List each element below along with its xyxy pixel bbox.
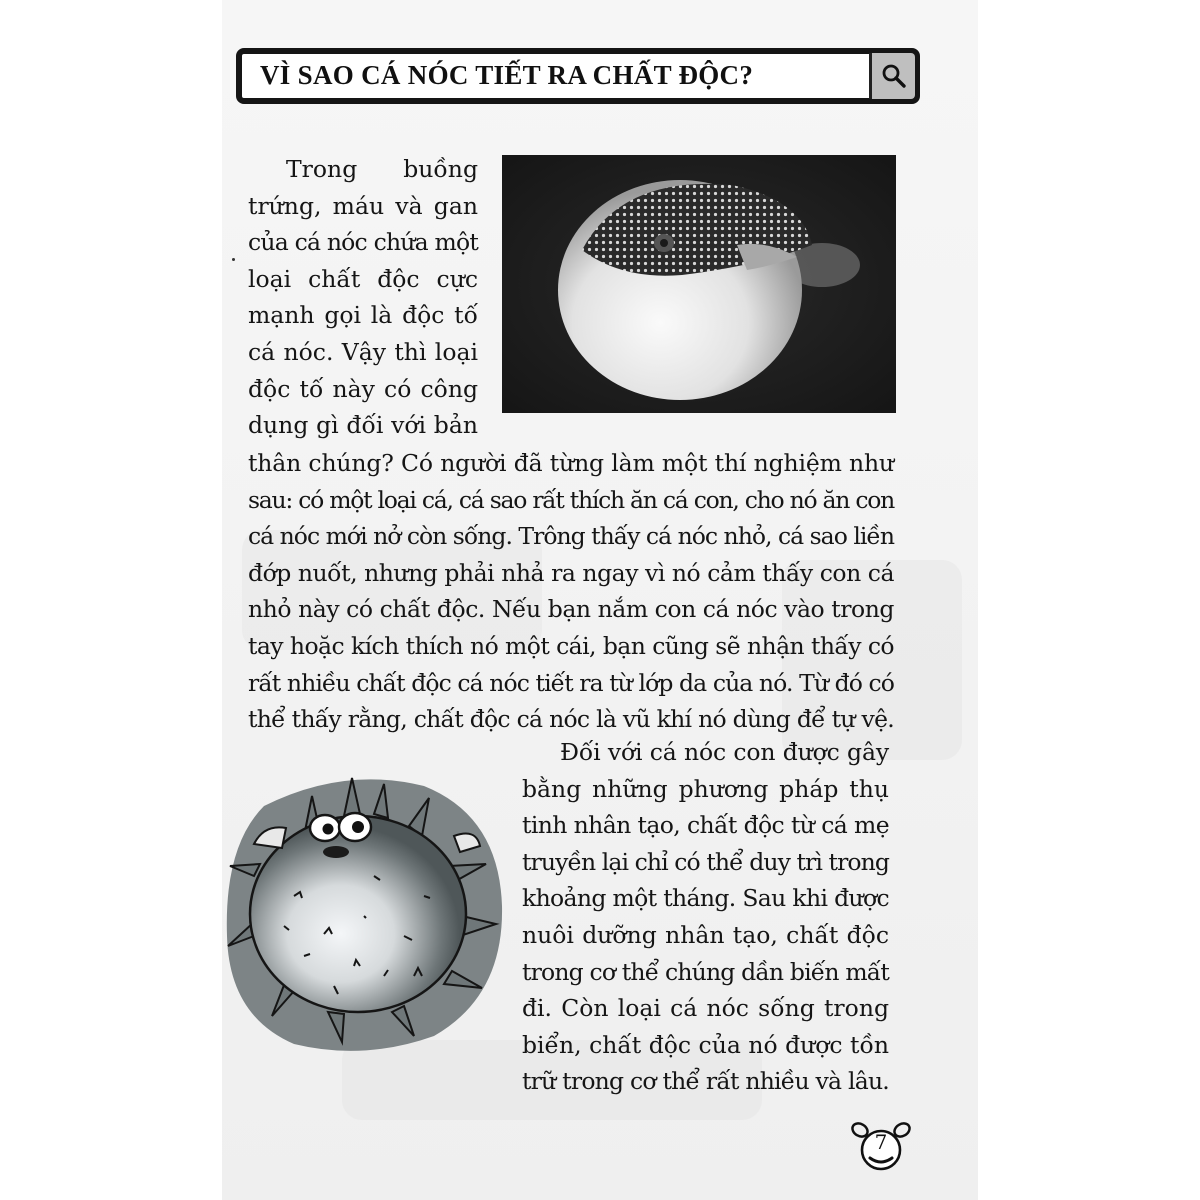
paragraph-2: [522, 734, 889, 1100]
text-line: độc tố này có công: [248, 374, 478, 403]
text-line: đớp nuốt, nhưng phải nhả ra ngay vì nó cảm thấy con cá: [248, 558, 894, 587]
text-line: biển, chất độc của nó được tồn: [522, 1030, 889, 1059]
text-line: thể thấy rằng, chất độc cá nóc là vũ khí nó dùng để tự vệ.: [248, 705, 894, 734]
text-line: sau: có một loại cá, cá sao rất thích ăn cá con, cho nó ăn con: [248, 485, 894, 514]
paragraph-1-full: [248, 445, 894, 738]
text-line: tinh nhân tạo, chất độc từ cá mẹ: [522, 811, 889, 840]
pufferfish-photo-art: [502, 155, 896, 413]
page-title: VÌ SAO CÁ NÓC TIẾT RA CHẤT ĐỘC?: [260, 60, 754, 90]
text-line: Đối với cá nóc con được gây: [560, 738, 889, 766]
page-number: 7: [874, 1130, 888, 1154]
text-line: nuôi dưỡng nhân tạo, chất độc: [522, 920, 889, 949]
text-line: mạnh gọi là độc tố: [248, 301, 478, 330]
title-bar: [236, 48, 920, 104]
text-line: đi. Còn loại cá nóc sống trong: [522, 994, 889, 1023]
text-line: cá nóc mới nở còn sống. Trông thấy cá nóc nhỏ, cá sao liền: [248, 522, 894, 551]
text-line: trữ trong cơ thể rất nhiều và lâu.: [522, 1067, 889, 1096]
text-line: cá nóc. Vậy thì loại: [248, 337, 478, 366]
text-line: bằng những phương pháp thụ: [522, 774, 889, 803]
text-line: thân chúng? Có người đã từng làm một thí nghiệm như: [248, 449, 894, 477]
search-button[interactable]: [869, 53, 915, 99]
page-number-badge: [848, 1118, 914, 1178]
text-line: dụng gì đối với bản: [248, 411, 478, 440]
text-line: truyền lại chỉ có thể duy trì trong: [522, 847, 889, 876]
text-line: nhỏ này có chất độc. Nếu bạn nắm con cá nóc vào trong: [248, 595, 894, 624]
text-line: tay hoặc kích thích nó một cái, bạn cũng sẽ nhận thấy có: [248, 631, 894, 660]
text-line: trứng, máu và gan: [248, 191, 478, 220]
text-line: rất nhiều chất độc cá nóc tiết ra từ lớp da của nó. Từ đó có: [248, 668, 894, 697]
print-speck: [232, 258, 235, 261]
text-line: khoảng một tháng. Sau khi được: [522, 884, 889, 913]
pufferfish-cartoon-art: [224, 766, 504, 1056]
pufferfish-photo: [502, 155, 896, 413]
text-line: trong cơ thể chúng dần biến mất: [522, 957, 889, 986]
pufferfish-cartoon: [224, 766, 504, 1056]
text-line: Trong buồng: [286, 155, 478, 183]
text-line: loại chất độc cực: [248, 264, 478, 293]
text-line: của cá nóc chứa một: [248, 228, 478, 257]
search-icon: [881, 63, 907, 89]
paragraph-1-wrapped: [248, 151, 478, 444]
